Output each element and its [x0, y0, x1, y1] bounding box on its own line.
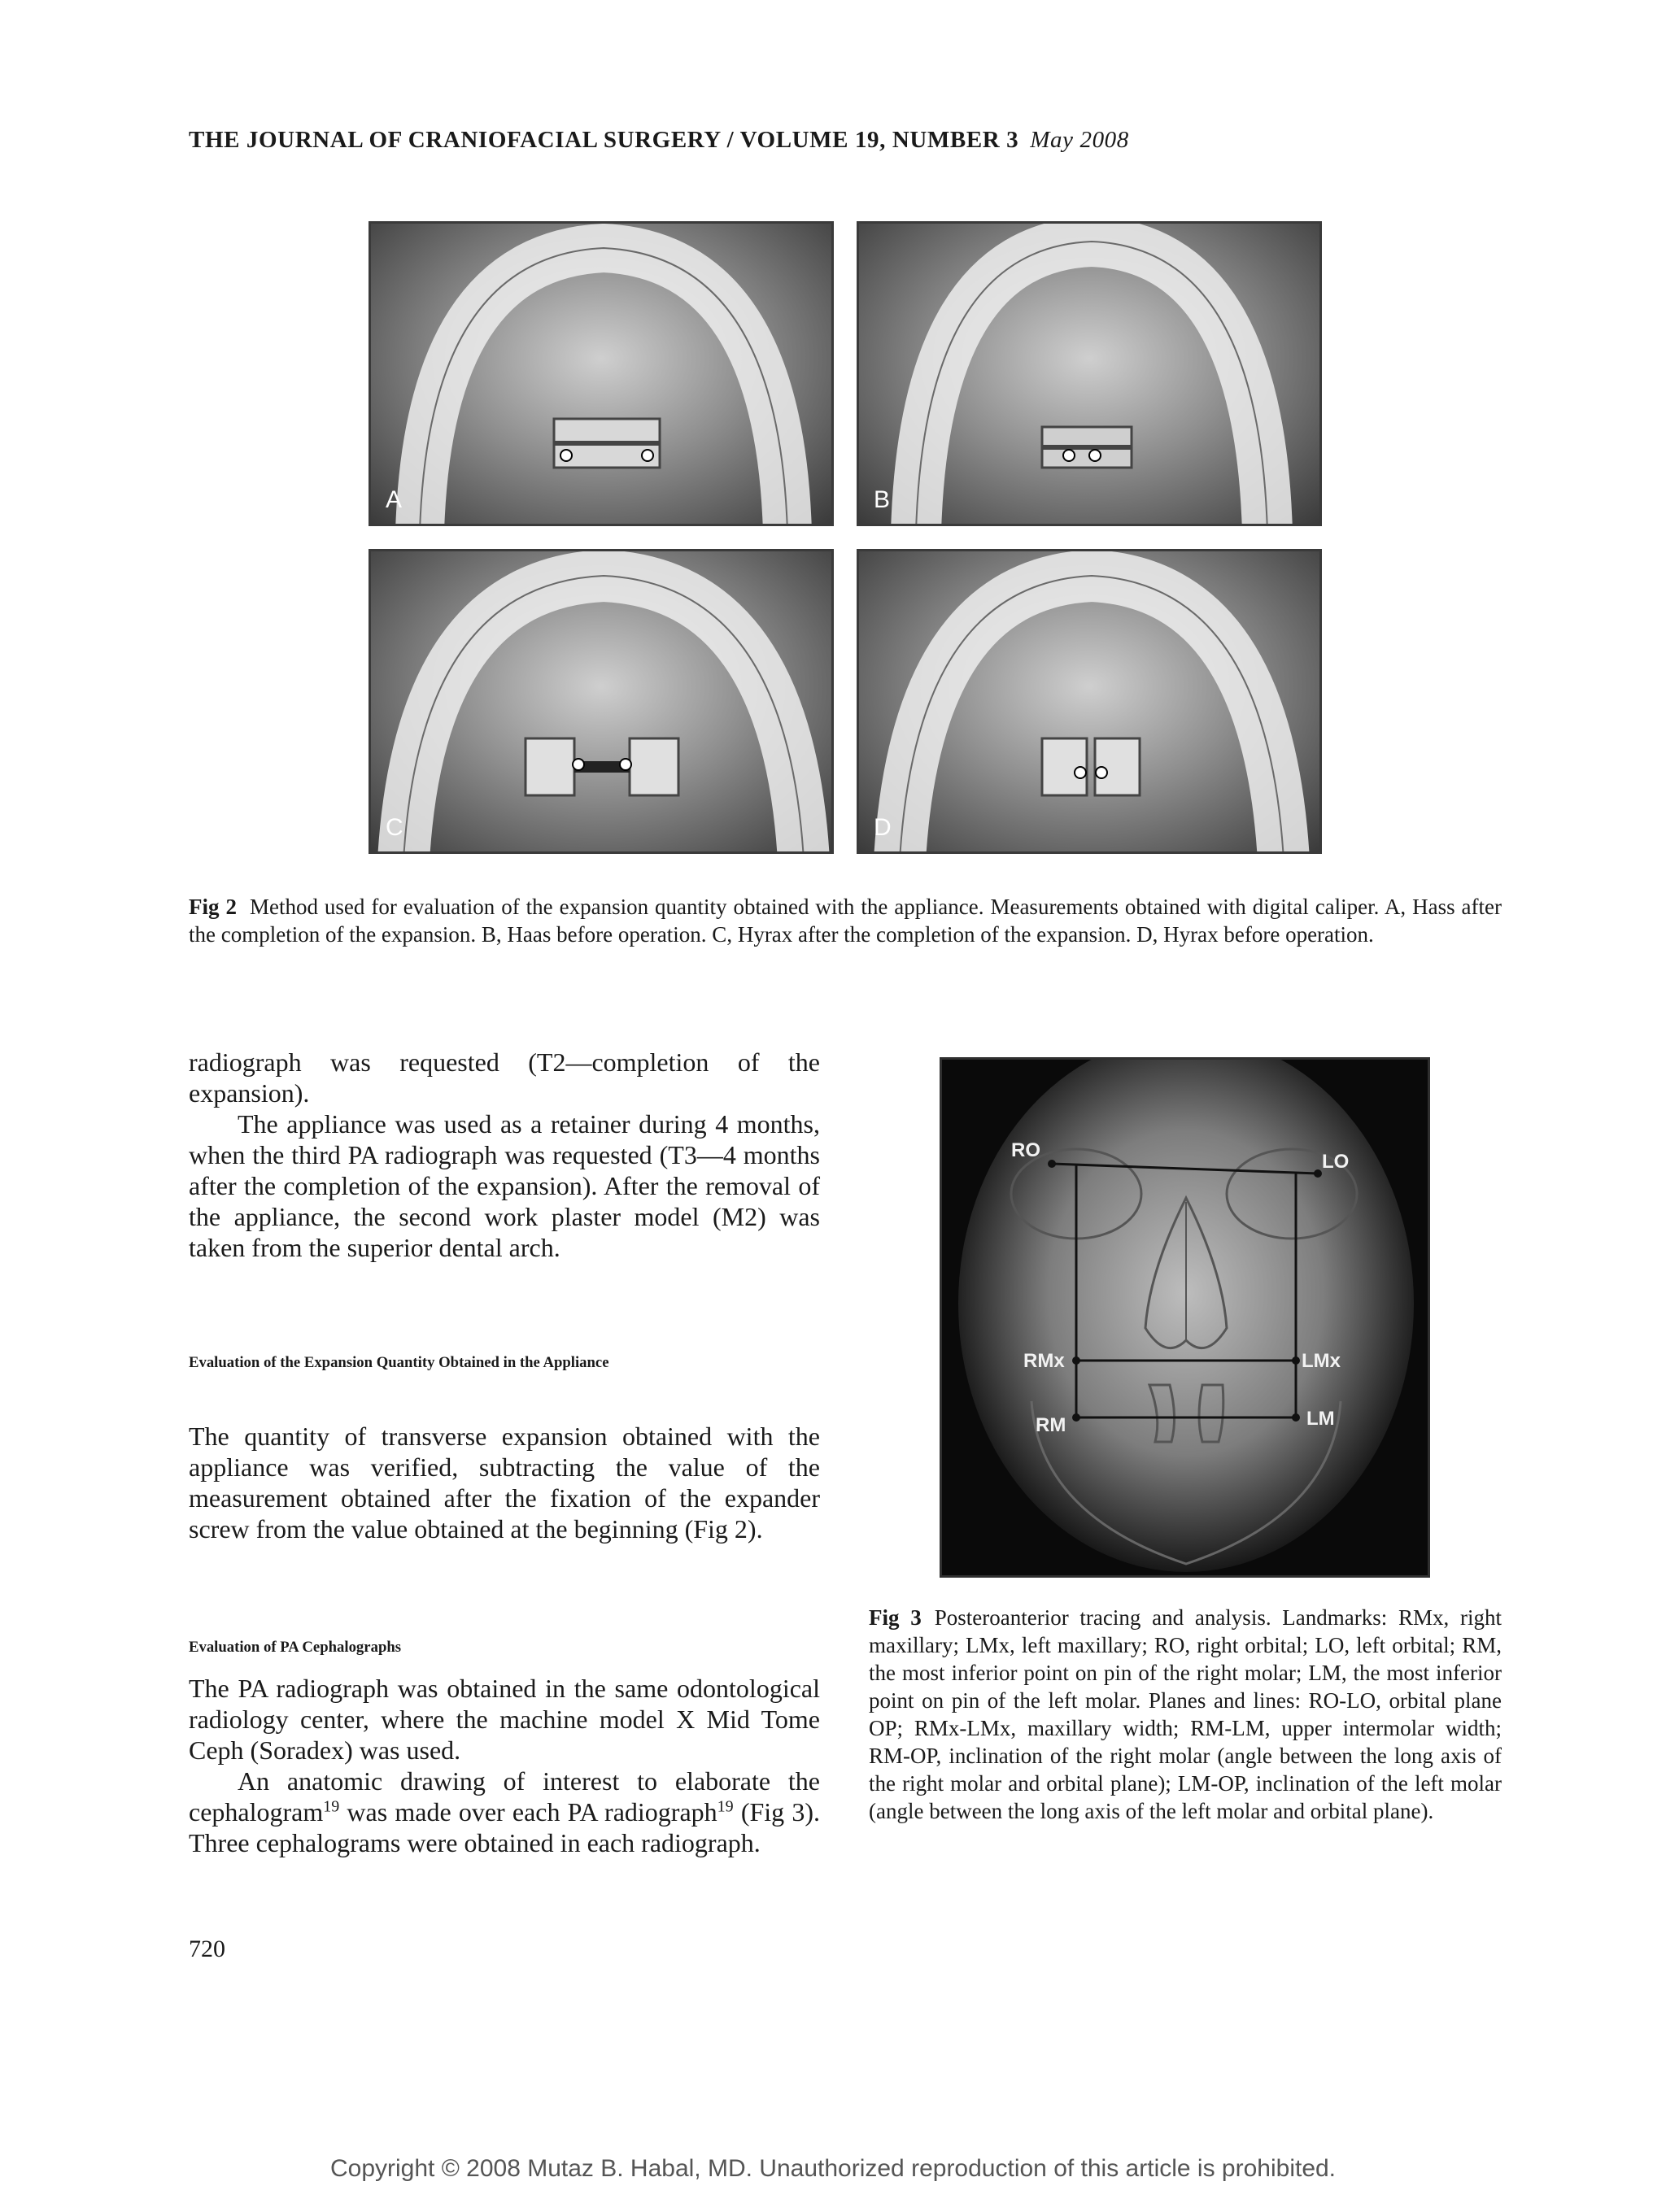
panel-label-d: D: [874, 814, 892, 841]
fig3-label: Fig 3: [869, 1605, 922, 1630]
body-text-block-1: [189, 1047, 820, 1263]
dental-arch-illustration: [859, 551, 1322, 854]
pa-cephalogram-tracing: [942, 1060, 1430, 1578]
fig3-caption: [869, 1604, 1502, 1825]
landmark-lm: LM: [1306, 1408, 1335, 1430]
panel-label-c: C: [386, 814, 403, 841]
paragraph: The appliance was used as a retainer during 4 months, when the third PA radiograph was requested (T3—4 months after the completion of the expansion). After the removal of the appliance, the second work plaster model (M2) was taken from the superior dental arch.: [189, 1109, 820, 1262]
fig3-caption-text: Posteroanterior tracing and analysis. Landmarks: RMx, right maxillary; LMx, left maxillary; RO, right orbital; LO, left orbital; RM, the most inferior point on pin of the right molar; LM, the most inferior point on pin of the left molar. Planes and lines: RO-LO, orbital plane OP; RMx-LMx, maxillary width; RM-LM, upper intermolar width; RM-OP, inclination of the right molar (angle between the long axis of the right molar and orbital plane); LM-OP, inclination of the left molar (angle between the long axis of the left molar and orbital plane).: [869, 1605, 1502, 1823]
dental-arch-illustration: [371, 224, 834, 526]
text-span: An anatomic drawing of interest to elaborate the cephalogram: [189, 1766, 820, 1827]
paragraph: [189, 1766, 820, 1858]
fig3-radiograph: [940, 1057, 1430, 1578]
fig2-caption: [189, 893, 1502, 948]
landmark-lmx: LMx: [1302, 1350, 1341, 1372]
dental-arch-illustration: [859, 224, 1322, 526]
panel-label-a: A: [386, 486, 403, 513]
copyright-notice: Copyright © 2008 Mutaz B. Habal, MD. Unauthorized reproduction of this article is prohibited.: [329, 2155, 1337, 2182]
body-text-block-3: [189, 1673, 820, 1858]
page-number: 720: [189, 1936, 225, 1962]
fig2-caption-text: Method used for evaluation of the expansion quantity obtained with the appliance. Measurements obtained with digital caliper. A, Hass after the completion of the expansion. B, Haas before operation. C, Hyrax after the completion of the expansion. D, Hyrax before operation.: [189, 895, 1502, 947]
text-span: (Fig 3). Three cephalograms were obtained in each radiograph.: [189, 1797, 821, 1857]
fig2-photo-a: [369, 221, 834, 526]
section-heading: Evaluation of PA Cephalographs: [189, 1638, 402, 1656]
dental-arch-illustration: [371, 551, 834, 854]
landmark-ro: RO: [1011, 1139, 1040, 1161]
issue-date: May 2008: [1030, 127, 1129, 153]
running-header: [189, 127, 1129, 154]
fig2-photo-c: [369, 549, 834, 854]
section-heading: Evaluation of the Expansion Quantity Obtained in the Appliance: [189, 1353, 609, 1371]
fig2-photo-b: [857, 221, 1322, 526]
landmark-rmx: RMx: [1023, 1350, 1065, 1372]
citation-ref: 19: [717, 1797, 734, 1816]
paragraph: The quantity of transverse expansion obtained with the appliance was verified, subtracting the value of the measurement obtained after the fixation of the expander screw from the value obtained at the beginning (Fig 2).: [189, 1422, 820, 1544]
text-span: was made over each PA radiograph: [339, 1797, 717, 1827]
fig2-photo-d: [857, 549, 1322, 854]
body-text-block-2: [189, 1421, 820, 1544]
fig2-label: Fig 2: [189, 895, 237, 919]
landmark-rm: RM: [1036, 1414, 1066, 1436]
paragraph: radiograph was requested (T2—completion of the expansion).: [189, 1047, 820, 1108]
paragraph: The PA radiograph was obtained in the same odontological radiology center, where the machine model X Mid Tome Ceph (Soradex) was used.: [189, 1674, 820, 1765]
landmark-lo: LO: [1322, 1151, 1350, 1173]
journal-title: THE JOURNAL OF CRANIOFACIAL SURGERY / VOLUME 19, NUMBER 3: [189, 127, 1019, 153]
panel-label-b: B: [874, 486, 891, 513]
citation-ref: 19: [323, 1797, 340, 1816]
